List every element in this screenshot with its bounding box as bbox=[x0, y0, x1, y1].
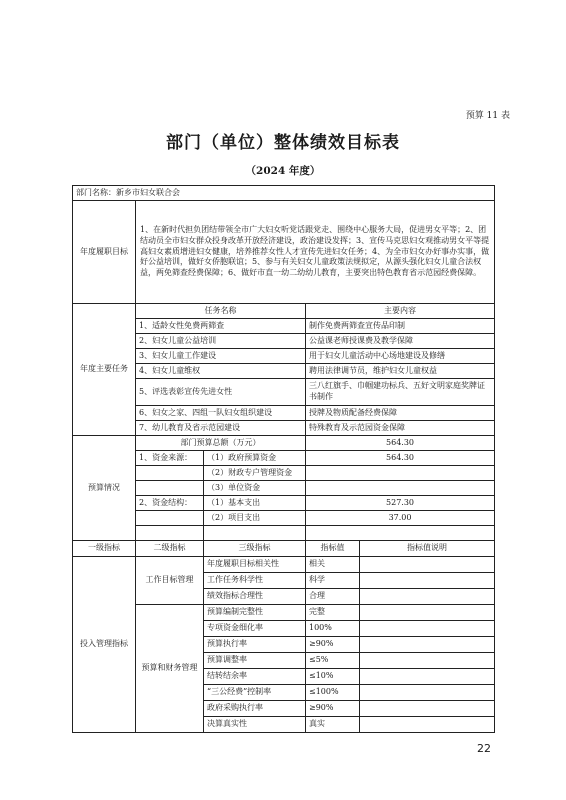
task-content: 授牌及物质配备经费保障 bbox=[306, 406, 495, 421]
fund-structure-label: 2、资金结构： bbox=[136, 496, 204, 511]
level3-indicator: 政府采购执行率 bbox=[204, 701, 306, 717]
indicator-value: 真实 bbox=[306, 717, 360, 733]
indicator-note bbox=[360, 685, 495, 701]
task-row bbox=[73, 364, 495, 379]
empty-cell bbox=[136, 466, 204, 481]
indicator-value: 完整 bbox=[306, 605, 360, 621]
task-name: 5、评选表彰宣传先进女性 bbox=[136, 379, 306, 406]
level3-indicator: 工作任务科学性 bbox=[204, 573, 306, 589]
budget-total-value: 564.30 bbox=[306, 436, 495, 451]
annual-goal-label: 年度履职目标 bbox=[73, 201, 136, 304]
indicator-row bbox=[73, 557, 495, 573]
col-level1: 一级指标 bbox=[73, 541, 136, 557]
indicator-note bbox=[360, 653, 495, 669]
basic-expense-value: 527.30 bbox=[306, 496, 495, 511]
indicator-note bbox=[360, 557, 495, 573]
tasks-label: 年度主要任务 bbox=[73, 304, 136, 436]
indicator-value: 合理 bbox=[306, 589, 360, 605]
task-name: 7、幼儿教育及省示范园建设 bbox=[136, 421, 306, 436]
indicator-note bbox=[360, 717, 495, 733]
task-content: 用于妇女儿童活动中心场地建设及修缮 bbox=[306, 349, 495, 364]
empty-cell bbox=[136, 511, 204, 526]
level3-indicator: “三公经费”控制率 bbox=[204, 685, 306, 701]
task-name: 2、妇女儿童公益培训 bbox=[136, 334, 306, 349]
indicator-value: 相关 bbox=[306, 557, 360, 573]
department-name: 部门名称：新乡市妇女联合会 bbox=[73, 186, 495, 201]
task-name: 1、适龄女性免费两筛查 bbox=[136, 319, 306, 334]
col-level3: 三级指标 bbox=[204, 541, 306, 557]
indicator-value: ≤100% bbox=[306, 685, 360, 701]
col-value-note: 指标值说明 bbox=[360, 541, 495, 557]
indicator-value: 科学 bbox=[306, 573, 360, 589]
task-name: 4、妇女儿童维权 bbox=[136, 364, 306, 379]
indicator-value: ≤10% bbox=[306, 669, 360, 685]
fund-source-2-label: （2）财政专户管理资金 bbox=[204, 466, 306, 481]
indicator-note bbox=[360, 621, 495, 637]
project-expense-label: （2）项目支出 bbox=[204, 511, 306, 526]
budget-label: 预算情况 bbox=[73, 436, 136, 541]
indicator-value: 100% bbox=[306, 621, 360, 637]
performance-goal-table bbox=[72, 185, 495, 733]
level3-indicator: 预算调整率 bbox=[204, 653, 306, 669]
indicator-note bbox=[360, 669, 495, 685]
task-name-header: 任务名称 bbox=[136, 304, 306, 319]
level3-indicator: 结转结余率 bbox=[204, 669, 306, 685]
page-title: 部门（单位）整体绩效目标表 bbox=[166, 133, 400, 153]
fund-source-2-value bbox=[306, 466, 495, 481]
task-row bbox=[73, 349, 495, 364]
empty-cell bbox=[136, 481, 204, 496]
task-row bbox=[73, 334, 495, 349]
task-row bbox=[73, 421, 495, 436]
level2-indicator: 预算和财务管理 bbox=[136, 605, 204, 733]
col-value: 指标值 bbox=[306, 541, 360, 557]
empty-cell bbox=[306, 526, 495, 541]
task-content: 特殊教育及示范园资金保障 bbox=[306, 421, 495, 436]
indicator-note bbox=[360, 605, 495, 621]
level1-indicator: 投入管理指标 bbox=[73, 557, 136, 733]
fund-source-3-value bbox=[306, 481, 495, 496]
annual-goal-text: 1、在新时代担负团结带领全市广大妇女听党话跟党走、围绕中心服务大局，促进男女平等；2、团结动员全市妇女群众投身改革开放经济建设，政治建设发挥；3、宣传马克思妇女观推动男女平等提高妇女素质增进妇女健康，培养推荐女性人才宣传先进妇女任务；4、为全市妇女办好事办实事，做好公益培训，做好女侨胞联谊；5、参与有关妇女儿童政策法规拟定，从源头强化妇女儿童合法权益，两免筛查经费保障；6、做好市直一幼二幼幼儿教育，主要突出特色教育省示范园经费保障。 bbox=[136, 201, 495, 304]
project-expense-value: 37.00 bbox=[306, 511, 495, 526]
task-row bbox=[73, 319, 495, 334]
task-name: 6、妇女之家、四组一队妇女组织建设 bbox=[136, 406, 306, 421]
fund-source-label: 1、资金来源： bbox=[136, 451, 204, 466]
fund-source-1-value: 564.30 bbox=[306, 451, 495, 466]
indicator-note bbox=[360, 573, 495, 589]
fund-source-3-label: （3）单位资金 bbox=[204, 481, 306, 496]
fund-source-1-label: （1）政府预算资金 bbox=[204, 451, 306, 466]
basic-expense-label: （1）基本支出 bbox=[204, 496, 306, 511]
level3-indicator: 绩效指标合理性 bbox=[204, 589, 306, 605]
indicator-value: ≥90% bbox=[306, 637, 360, 653]
level3-indicator: 预算编制完整性 bbox=[204, 605, 306, 621]
task-content: 公益课老师授课费及教学保障 bbox=[306, 334, 495, 349]
indicator-value: ≥90% bbox=[306, 701, 360, 717]
empty-cell bbox=[136, 526, 204, 541]
indicator-note bbox=[360, 589, 495, 605]
task-row bbox=[73, 379, 495, 406]
task-content-header: 主要内容 bbox=[306, 304, 495, 319]
col-level2: 二级指标 bbox=[136, 541, 204, 557]
level2-indicator: 工作目标管理 bbox=[136, 557, 204, 605]
indicator-row bbox=[73, 605, 495, 621]
task-content: 聘用法律调节员，维护妇女儿童权益 bbox=[306, 364, 495, 379]
budget-total-label: 部门预算总额（万元） bbox=[136, 436, 306, 451]
indicator-note bbox=[360, 637, 495, 653]
task-content: 三八红旗手、巾帼建功标兵、五好文明家庭奖牌证书制作 bbox=[306, 379, 495, 406]
task-row bbox=[73, 406, 495, 421]
empty-cell bbox=[204, 526, 306, 541]
task-name: 3、妇女儿童工作建设 bbox=[136, 349, 306, 364]
level3-indicator: 专项资金细化率 bbox=[204, 621, 306, 637]
level3-indicator: 年度履职目标相关性 bbox=[204, 557, 306, 573]
indicator-note bbox=[360, 701, 495, 717]
fiscal-year: （2024 年度） bbox=[245, 165, 321, 177]
level3-indicator: 决算真实性 bbox=[204, 717, 306, 733]
page-number: 22 bbox=[477, 742, 491, 755]
form-tag: 预算 11 表 bbox=[465, 111, 510, 121]
level3-indicator: 预算执行率 bbox=[204, 637, 306, 653]
task-content: 制作免费两筛查宣传品印制 bbox=[306, 319, 495, 334]
indicator-value: ≤5% bbox=[306, 653, 360, 669]
